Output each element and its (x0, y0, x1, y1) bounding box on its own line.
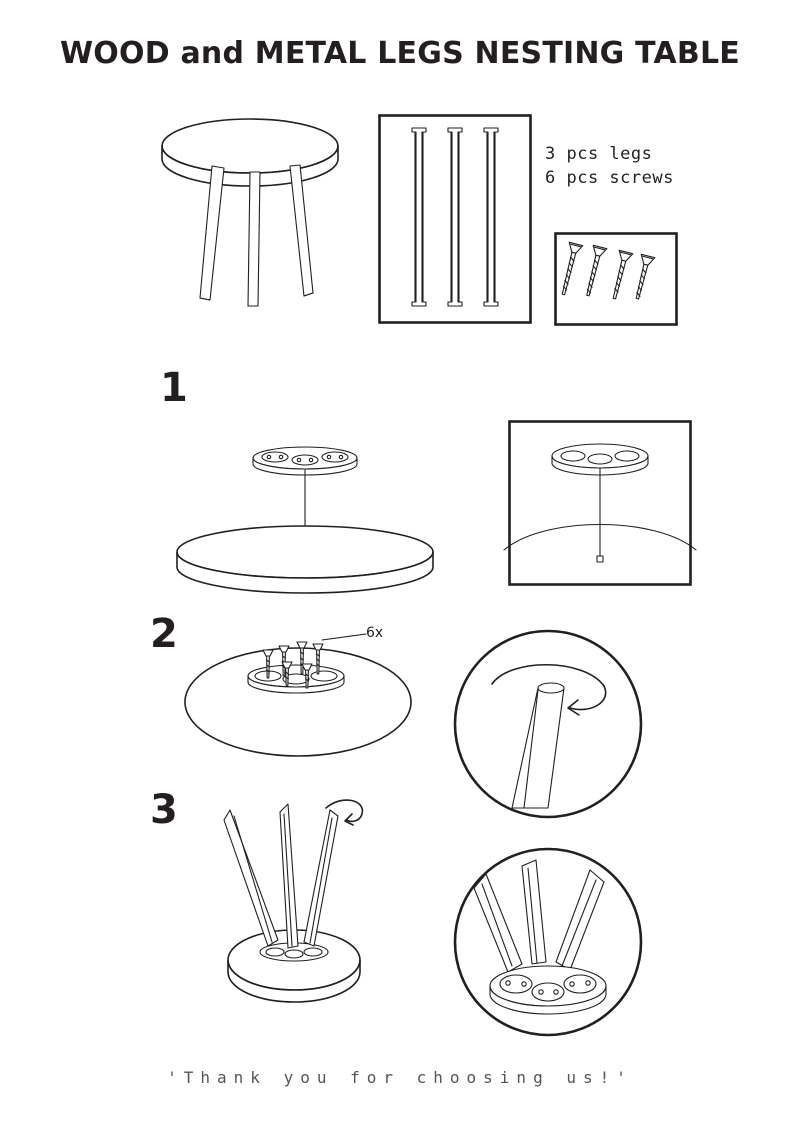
step-2-number: 2 (150, 611, 178, 657)
step-1-number: 1 (160, 365, 188, 411)
step-3-number: 3 (150, 787, 178, 833)
page-title: WOOD and METAL LEGS NESTING TABLE (60, 36, 740, 71)
step-2-quantity-label: 6x (366, 625, 384, 641)
step-3-illustration (210, 790, 410, 1020)
step-2-illustration (183, 628, 423, 768)
finished-table-illustration (140, 110, 360, 330)
step-1-illustration (165, 430, 465, 600)
parts-screws-line: 6 pcs screws (545, 168, 674, 188)
step-1-detail-box (508, 420, 692, 586)
screws-parts-box (554, 232, 678, 326)
parts-legs-line: 3 pcs legs (545, 144, 653, 164)
step-3-detail-circle (452, 846, 644, 1038)
parts-list-text (545, 142, 674, 190)
step-2-detail-circle (452, 628, 644, 820)
footer-thank-you: 'Thank you for choosing us!' (167, 1068, 633, 1087)
legs-parts-box (378, 114, 532, 324)
